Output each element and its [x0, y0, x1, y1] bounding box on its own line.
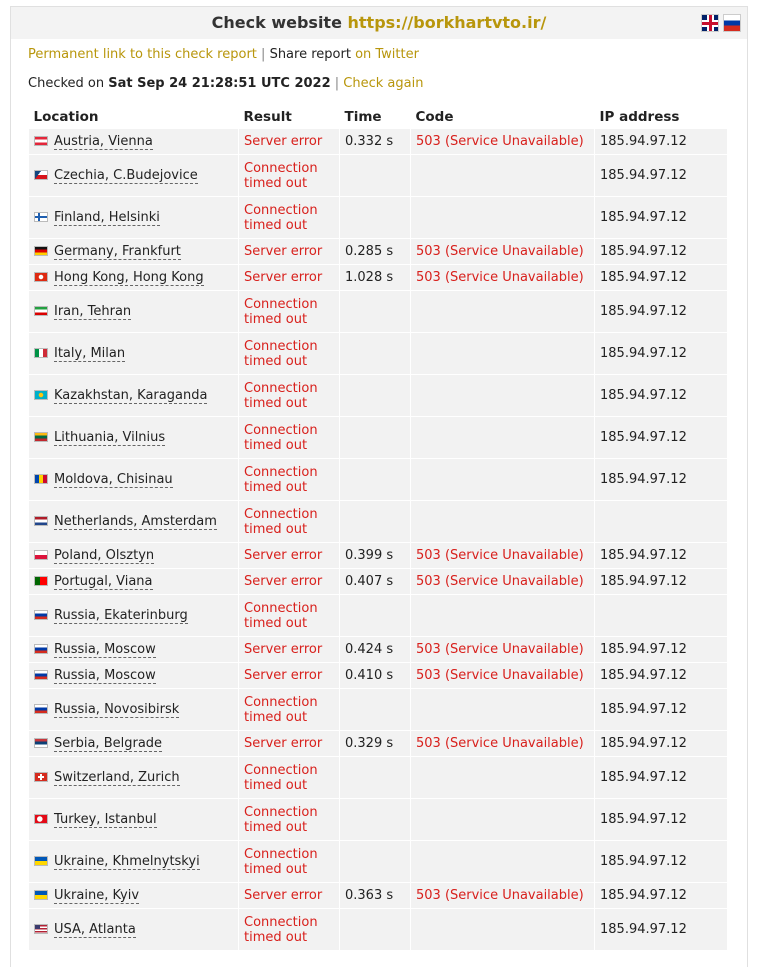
column-header-location: Location	[33, 109, 99, 125]
location-link[interactable]: Portugal, Viana	[54, 574, 153, 589]
location-cell	[29, 799, 239, 841]
time-cell	[340, 841, 411, 883]
time-cell: 0.399 s	[340, 543, 411, 569]
result-cell: Connection timed out	[239, 155, 340, 197]
location-cell	[29, 689, 239, 731]
code-cell	[411, 595, 595, 637]
code-cell	[411, 291, 595, 333]
result-cell: Server error	[239, 543, 340, 569]
location-cell	[29, 569, 239, 595]
at-flag-icon	[34, 136, 48, 146]
column-header-ip: IP address	[599, 109, 680, 125]
result-cell: Server error	[239, 663, 340, 689]
results-body	[29, 129, 728, 951]
code-cell: 503 (Service Unavailable)	[411, 239, 595, 265]
code-cell: 503 (Service Unavailable)	[411, 663, 595, 689]
checked-line	[28, 76, 423, 91]
code-cell	[411, 155, 595, 197]
location-link[interactable]: Hong Kong, Hong Kong	[54, 270, 204, 285]
time-cell	[340, 333, 411, 375]
result-cell: Connection timed out	[239, 459, 340, 501]
code-cell: 503 (Service Unavailable)	[411, 731, 595, 757]
nl-flag-icon	[34, 516, 48, 526]
location-link[interactable]: Netherlands, Amsterdam	[54, 514, 217, 529]
location-cell	[29, 265, 239, 291]
result-cell: Connection timed out	[239, 291, 340, 333]
code-cell: 503 (Service Unavailable)	[411, 883, 595, 909]
location-link[interactable]: Russia, Ekaterinburg	[54, 608, 188, 623]
ir-flag-icon	[34, 306, 48, 316]
code-cell: 503 (Service Unavailable)	[411, 637, 595, 663]
location-link[interactable]: Moldova, Chisinau	[54, 472, 173, 487]
ip-cell: 185.94.97.12	[595, 731, 728, 757]
time-cell: 0.424 s	[340, 637, 411, 663]
checked-label: Checked on	[28, 76, 105, 91]
report-panel	[10, 6, 748, 967]
location-cell	[29, 841, 239, 883]
location-cell	[29, 757, 239, 799]
table-row	[29, 909, 728, 951]
table-row	[29, 689, 728, 731]
ru-flag-icon[interactable]	[723, 14, 741, 32]
ip-cell: 185.94.97.12	[595, 197, 728, 239]
table-row	[29, 637, 728, 663]
code-cell	[411, 799, 595, 841]
location-cell	[29, 291, 239, 333]
location-cell	[29, 637, 239, 663]
ip-cell: 185.94.97.12	[595, 459, 728, 501]
pl-flag-icon	[34, 550, 48, 560]
location-link[interactable]: Turkey, Istanbul	[54, 812, 157, 827]
time-cell	[340, 417, 411, 459]
location-cell	[29, 129, 239, 155]
location-link[interactable]: Czechia, C.Budejovice	[54, 168, 198, 183]
time-cell: 0.332 s	[340, 129, 411, 155]
location-link[interactable]: Serbia, Belgrade	[54, 736, 163, 751]
location-link[interactable]: Kazakhstan, Karaganda	[54, 388, 208, 403]
ua-flag-icon	[34, 856, 48, 866]
time-cell	[340, 595, 411, 637]
uk-flag-icon[interactable]	[701, 14, 719, 32]
ip-cell: 185.94.97.12	[595, 663, 728, 689]
time-cell	[340, 155, 411, 197]
pt-flag-icon	[34, 576, 48, 586]
ip-cell: 185.94.97.12	[595, 909, 728, 951]
time-cell: 0.410 s	[340, 663, 411, 689]
ip-cell: 185.94.97.12	[595, 883, 728, 909]
checked-url-link[interactable]: https://borkhartvto.ir/	[347, 13, 547, 32]
result-cell: Server error	[239, 883, 340, 909]
result-cell: Server error	[239, 129, 340, 155]
ip-cell: 185.94.97.12	[595, 637, 728, 663]
column-header-result: Result	[243, 109, 292, 125]
location-cell	[29, 543, 239, 569]
md-flag-icon	[34, 474, 48, 484]
hk-flag-icon	[34, 272, 48, 282]
location-cell	[29, 197, 239, 239]
result-cell: Server error	[239, 239, 340, 265]
location-link[interactable]: Russia, Moscow	[54, 668, 156, 683]
table-header-row	[29, 106, 728, 129]
location-link[interactable]: Russia, Moscow	[54, 642, 156, 657]
ip-cell: 185.94.97.12	[595, 417, 728, 459]
time-cell	[340, 459, 411, 501]
location-cell	[29, 417, 239, 459]
table-row	[29, 543, 728, 569]
code-cell	[411, 197, 595, 239]
time-cell	[340, 375, 411, 417]
time-cell: 0.285 s	[340, 239, 411, 265]
result-cell: Server error	[239, 731, 340, 757]
ip-cell: 185.94.97.12	[595, 569, 728, 595]
table-row	[29, 757, 728, 799]
code-cell	[411, 375, 595, 417]
table-row	[29, 459, 728, 501]
ip-cell	[595, 501, 728, 543]
ip-cell: 185.94.97.12	[595, 129, 728, 155]
language-switcher	[697, 14, 741, 46]
code-cell: 503 (Service Unavailable)	[411, 543, 595, 569]
page-title	[11, 7, 747, 39]
location-link[interactable]: USA, Atlanta	[54, 922, 136, 937]
table-row	[29, 375, 728, 417]
result-cell: Connection timed out	[239, 909, 340, 951]
location-cell	[29, 595, 239, 637]
ip-cell: 185.94.97.12	[595, 333, 728, 375]
checked-date: Sat Sep 24 21:28:51 UTC 2022	[108, 76, 331, 91]
location-cell	[29, 501, 239, 543]
table-row	[29, 291, 728, 333]
time-cell	[340, 909, 411, 951]
table-row	[29, 129, 728, 155]
time-cell	[340, 291, 411, 333]
separator: |	[334, 76, 340, 91]
separator: |	[261, 47, 266, 62]
location-cell	[29, 375, 239, 417]
fi-flag-icon	[34, 212, 48, 222]
table-row	[29, 265, 728, 291]
it-flag-icon	[34, 348, 48, 358]
code-cell	[411, 501, 595, 543]
ip-cell: 185.94.97.12	[595, 155, 728, 197]
location-cell	[29, 663, 239, 689]
result-cell: Connection timed out	[239, 799, 340, 841]
time-cell: 1.028 s	[340, 265, 411, 291]
code-cell	[411, 459, 595, 501]
ip-cell: 185.94.97.12	[595, 291, 728, 333]
share-line	[28, 47, 419, 62]
ip-cell: 185.94.97.12	[595, 799, 728, 841]
table-row	[29, 155, 728, 197]
code-cell	[411, 333, 595, 375]
tr-flag-icon	[34, 814, 48, 824]
code-cell	[411, 909, 595, 951]
time-cell: 0.407 s	[340, 569, 411, 595]
location-link[interactable]: Ukraine, Khmelnytskyi	[54, 854, 200, 869]
code-cell	[411, 841, 595, 883]
ru-flag-icon	[34, 704, 48, 714]
result-cell: Connection timed out	[239, 595, 340, 637]
table-row	[29, 501, 728, 543]
location-cell	[29, 883, 239, 909]
table-row	[29, 569, 728, 595]
ip-cell: 185.94.97.12	[595, 543, 728, 569]
kz-flag-icon	[34, 390, 48, 400]
location-link[interactable]: Ukraine, Kyiv	[54, 888, 140, 903]
ru-flag-icon	[34, 610, 48, 620]
time-cell	[340, 757, 411, 799]
ch-flag-icon	[34, 772, 48, 782]
table-row	[29, 841, 728, 883]
permalink-link[interactable]: Permanent link to this check report	[28, 47, 257, 62]
ip-cell	[595, 595, 728, 637]
code-cell	[411, 689, 595, 731]
ip-cell: 185.94.97.12	[595, 689, 728, 731]
code-cell: 503 (Service Unavailable)	[411, 265, 595, 291]
ip-cell: 185.94.97.12	[595, 375, 728, 417]
title-prefix: Check website	[211, 13, 342, 32]
cz-flag-icon	[34, 170, 48, 180]
time-cell: 0.329 s	[340, 731, 411, 757]
ru-flag-icon	[34, 670, 48, 680]
location-link[interactable]: Switzerland, Zurich	[54, 770, 180, 785]
table-row	[29, 333, 728, 375]
location-link[interactable]: Lithuania, Vilnius	[54, 430, 166, 445]
result-cell: Connection timed out	[239, 501, 340, 543]
code-cell: 503 (Service Unavailable)	[411, 569, 595, 595]
location-link[interactable]: Finland, Helsinki	[54, 210, 160, 225]
time-cell	[340, 197, 411, 239]
column-header-time: Time	[344, 109, 382, 125]
table-row	[29, 799, 728, 841]
result-cell: Connection timed out	[239, 333, 340, 375]
results-table	[28, 106, 728, 951]
rs-flag-icon	[34, 738, 48, 748]
location-cell	[29, 155, 239, 197]
result-cell: Connection timed out	[239, 841, 340, 883]
code-cell: 503 (Service Unavailable)	[411, 129, 595, 155]
location-link[interactable]: Germany, Frankfurt	[54, 244, 181, 259]
time-cell	[340, 501, 411, 543]
ua-flag-icon	[34, 890, 48, 900]
location-link[interactable]: Russia, Novosibirsk	[54, 702, 180, 717]
ip-cell: 185.94.97.12	[595, 239, 728, 265]
time-cell	[340, 689, 411, 731]
result-cell: Connection timed out	[239, 757, 340, 799]
time-cell	[340, 799, 411, 841]
result-cell: Connection timed out	[239, 375, 340, 417]
location-cell	[29, 909, 239, 951]
table-row	[29, 197, 728, 239]
check-again-link[interactable]: Check again	[343, 76, 424, 91]
code-cell	[411, 417, 595, 459]
location-link[interactable]: Poland, Olsztyn	[54, 548, 155, 563]
location-link[interactable]: Austria, Vienna	[54, 134, 153, 149]
location-link[interactable]: Italy, Milan	[54, 346, 126, 361]
table-row	[29, 417, 728, 459]
location-cell	[29, 239, 239, 265]
table-row	[29, 663, 728, 689]
location-link[interactable]: Iran, Tehran	[54, 304, 132, 319]
table-row	[29, 731, 728, 757]
de-flag-icon	[34, 246, 48, 256]
share-text: Share report	[269, 47, 351, 62]
result-cell: Server error	[239, 637, 340, 663]
ru-flag-icon	[34, 644, 48, 654]
location-cell	[29, 459, 239, 501]
twitter-link[interactable]: on Twitter	[355, 47, 419, 62]
ip-cell: 185.94.97.12	[595, 265, 728, 291]
time-cell: 0.363 s	[340, 883, 411, 909]
location-cell	[29, 333, 239, 375]
table-row	[29, 239, 728, 265]
result-cell: Connection timed out	[239, 417, 340, 459]
result-cell: Connection timed out	[239, 689, 340, 731]
table-row	[29, 883, 728, 909]
code-cell	[411, 757, 595, 799]
ip-cell: 185.94.97.12	[595, 757, 728, 799]
result-cell: Server error	[239, 569, 340, 595]
us-flag-icon	[34, 924, 48, 934]
ip-cell: 185.94.97.12	[595, 841, 728, 883]
lt-flag-icon	[34, 432, 48, 442]
result-cell: Server error	[239, 265, 340, 291]
result-cell: Connection timed out	[239, 197, 340, 239]
location-cell	[29, 731, 239, 757]
column-header-code: Code	[415, 109, 454, 125]
table-row	[29, 595, 728, 637]
